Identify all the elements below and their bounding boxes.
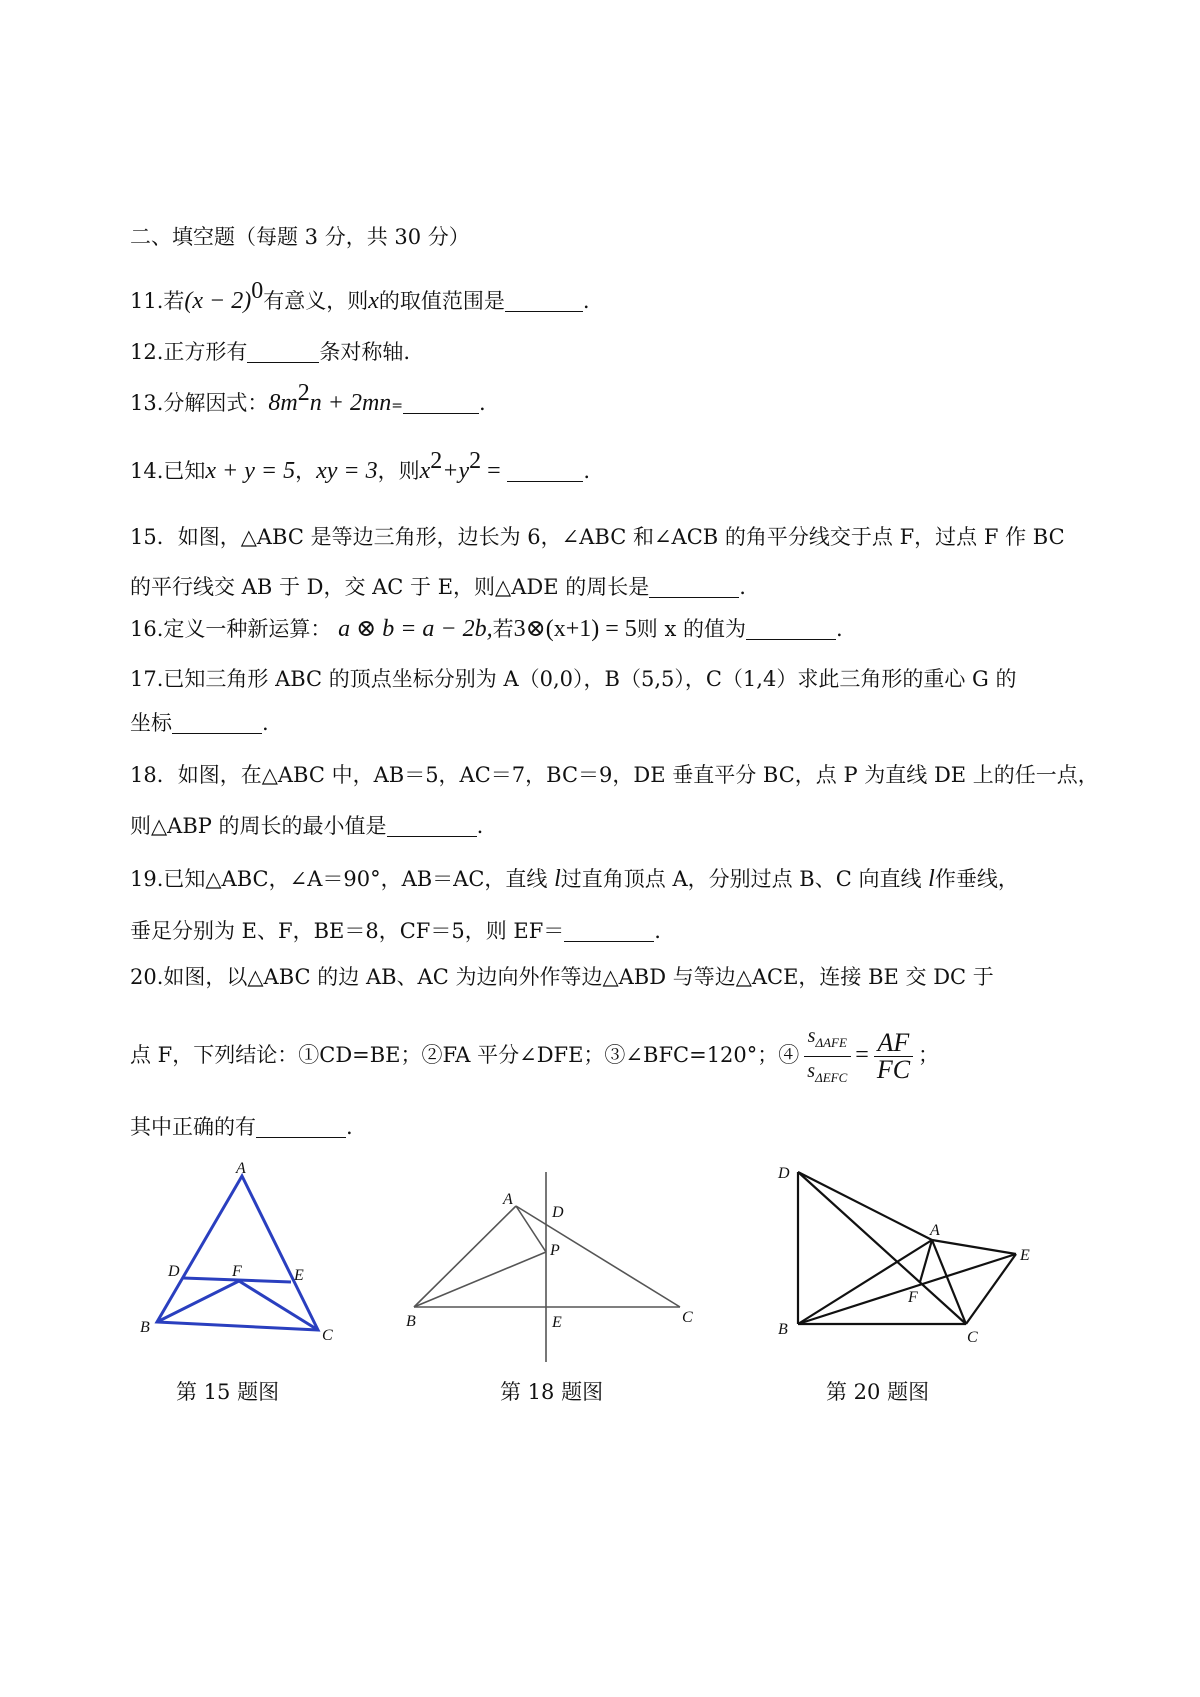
question-18-line-1: 18．如图，在△ABC 中，AB＝5，AC＝7，BC＝9，DE 垂直平分 BC，点 P 为直线 DE 上的任一点， bbox=[130, 763, 1099, 787]
label-E: E bbox=[294, 1267, 304, 1284]
label-B: B bbox=[140, 1319, 150, 1336]
label-A: A bbox=[930, 1222, 940, 1239]
section-title: 二、填空题（每题 3 分，共 30 分） bbox=[130, 225, 470, 249]
question-16: 16.定义一种新运算： a ⊗ b = a − 2b,若3⊗(x+1) = 5则 x 的值为 . bbox=[130, 616, 843, 642]
question-19-line-1: 19.已知△ABC，∠A＝90°，AB＝AC，直线 l过直角顶点 A，分别过点 B、C 向直线 l作垂线， bbox=[130, 866, 1019, 892]
question-20-line-2: 点 F，下列结论：①CD=BE；②FA 平分∠DFE；③∠BFC=120°；④ $\frac{s_{\Delta AFE}}{s_{\Delta EFC}}$ = $\frac{AF}{FC}$ ； bbox=[130, 1022, 1090, 1086]
label-A: A bbox=[503, 1191, 513, 1208]
answer-blank-14[interactable] bbox=[507, 459, 583, 482]
figure-18 bbox=[400, 1170, 720, 1370]
label-P: P bbox=[550, 1242, 560, 1259]
answer-blank-11[interactable] bbox=[505, 289, 583, 312]
answer-blank-17[interactable] bbox=[172, 711, 262, 734]
label-F: F bbox=[908, 1289, 918, 1306]
answer-blank-16[interactable] bbox=[746, 617, 836, 640]
question-17-line-2: 坐标 . bbox=[130, 711, 269, 735]
label-B: B bbox=[406, 1313, 416, 1330]
area-ratio-fraction: $\frac{s_{\Delta AFE}}{s_{\Delta EFC}}$ bbox=[803, 1022, 851, 1091]
label-D: D bbox=[552, 1204, 564, 1221]
label-A: A bbox=[236, 1160, 246, 1177]
question-15-line-1: 15．如图，△ABC 是等边三角形，边长为 6，∠ABC 和∠ACB 的角平分线交于点 F，过点 F 作 BC bbox=[130, 525, 1065, 549]
label-C: C bbox=[682, 1309, 693, 1326]
label-E: E bbox=[1020, 1247, 1030, 1264]
question-20-line-3: 其中正确的有 . bbox=[130, 1115, 353, 1139]
question-12: 12.正方形有 条对称轴. bbox=[130, 340, 411, 364]
question-14: 14.已知x + y = 5，xy = 3，则$x^2+y^2$ = . bbox=[130, 448, 591, 484]
question-20-line-1: 20.如图，以△ABC 的边 AB、AC 为边向外作等边△ABD 与等边△ACE，连接 BE 交 DC 于 bbox=[130, 965, 994, 989]
question-17-line-1: 17.已知三角形 ABC 的顶点坐标分别为 A（0,0），B（5,5），C（1,4）求此三角形的重心 G 的 bbox=[130, 667, 1017, 691]
answer-blank-12[interactable] bbox=[247, 340, 319, 363]
answer-blank-18[interactable] bbox=[387, 814, 477, 837]
label-D: D bbox=[778, 1165, 790, 1182]
question-13: 13.分解因式：$8m^2n + 2mn=$ . bbox=[130, 380, 486, 416]
question-15-line-2: 的平行线交 AB 于 D，交 AC 于 E，则△ADE 的周长是 . bbox=[130, 575, 746, 599]
answer-blank-13[interactable] bbox=[403, 391, 479, 414]
question-19-line-2: 垂足分别为 E、F，BE＝8，CF＝5，则 EF＝ . bbox=[130, 919, 661, 943]
figure-20 bbox=[770, 1158, 1050, 1358]
question-18-line-2: 则△ABP 的周长的最小值是 . bbox=[130, 814, 484, 838]
label-E: E bbox=[552, 1314, 562, 1331]
figure-20-caption: 第 20 题图 bbox=[826, 1380, 930, 1404]
label-B: B bbox=[778, 1321, 788, 1338]
question-11: 11.若$(x - 2)^0$有意义，则x的取值范围是 . bbox=[130, 278, 590, 314]
answer-blank-15[interactable] bbox=[649, 575, 739, 598]
figure-15-caption: 第 15 题图 bbox=[176, 1380, 280, 1404]
label-D: D bbox=[168, 1263, 180, 1280]
label-C: C bbox=[967, 1329, 978, 1346]
answer-blank-20[interactable] bbox=[256, 1115, 346, 1138]
segment-ratio-fraction: $\frac{AF}{FC}$ bbox=[873, 1030, 914, 1083]
label-F: F bbox=[232, 1263, 242, 1280]
figure-15 bbox=[140, 1160, 350, 1350]
figure-18-caption: 第 18 题图 bbox=[500, 1380, 604, 1404]
answer-blank-19[interactable] bbox=[564, 919, 654, 942]
label-C: C bbox=[322, 1327, 333, 1344]
